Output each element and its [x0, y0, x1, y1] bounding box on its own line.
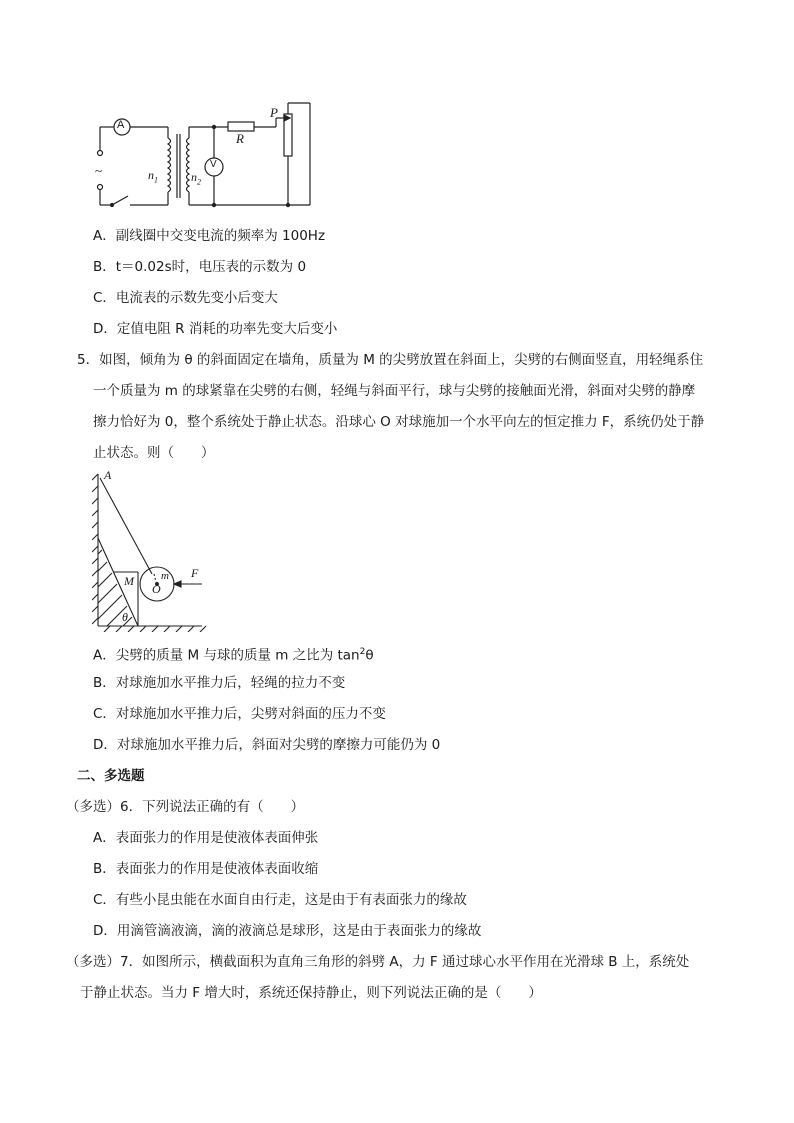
slider-label: P: [270, 105, 278, 120]
q5-stem-line-3: 擦力恰好为 0，整个系统处于静止状态。沿球心 O 对球施加一个水平向左的恒定推力 F，系统仍处于静: [93, 414, 705, 430]
q5-stem-line-4: 止状态。则（ ）: [93, 445, 215, 461]
q4-option-b: B．t＝0.02s时，电压表的示数为 0: [93, 259, 307, 275]
q5-option-c: C．对球施加水平推力后，尖劈对斜面的压力不变: [93, 706, 386, 722]
q7-stem-line-2: 于静止状态。当力 F 增大时，系统还保持静止，则下列说法正确的是（ ）: [80, 985, 542, 1001]
q6-option-d: D．用滴管滴液滴，滴的液滴总是球形，这是由于表面张力的缘故: [93, 923, 482, 939]
force-f-label: F: [191, 566, 199, 580]
switch-blade: [112, 196, 128, 205]
ammeter-label: A: [117, 119, 125, 131]
resistor-symbol: [228, 122, 254, 131]
section-title: 二、多选题: [77, 768, 145, 784]
resistor-label: R: [236, 131, 244, 146]
q5-option-a: A．尖劈的质量 M 与球的质量 m 之比为 $\tan^2\theta$: [93, 647, 374, 664]
q6-option-a: A．表面张力的作用是使液体表面伸张: [93, 830, 319, 846]
mass-m-wedge-label: M: [124, 574, 134, 588]
n1-label: $n_1$: [148, 168, 158, 185]
mass-m-ball-label: m: [161, 570, 169, 582]
center-o-label: O: [152, 582, 161, 596]
q5-stem-line-2: 一个质量为 m 的球紧靠在尖劈的右侧，轻绳与斜面平行，球与尖劈的接触面光滑，斜面对尖劈的静摩: [93, 383, 696, 399]
q5-stem-line-1: 5．如图，倾角为 θ 的斜面固定在墙角，质量为 M 的尖劈放置在斜面上，尖劈的右侧面竖直，用轻绳系住: [77, 352, 704, 368]
q6-stem: （多选）6．下列说法正确的有（ ）: [66, 799, 305, 815]
q6-option-c: C．有些小昆虫能在水面自由行走，这是由于有表面张力的缘故: [93, 892, 467, 908]
circuit-diagram: [88, 100, 318, 215]
voltmeter-label: V: [210, 159, 217, 170]
point-a-label: A: [104, 468, 112, 482]
q5-option-b: B．对球施加水平推力后，轻绳的拉力不变: [93, 675, 346, 691]
q4-option-a: A．副线圈中交变电流的频率为 100Hz: [93, 228, 326, 244]
q4-option-c: C．电流表的示数先变小后变大: [93, 290, 278, 306]
q4-option-d: D．定值电阻 R 消耗的功率先变大后变小: [93, 321, 338, 337]
angle-theta-label: θ: [122, 610, 128, 624]
ac-symbol: ~: [95, 163, 103, 178]
n2-label: $n_2$: [191, 170, 201, 187]
q5-option-d: D．对球施加水平推力后，斜面对尖劈的摩擦力可能仍为 0: [93, 737, 441, 753]
q6-option-b: B．表面张力的作用是使液体表面收缩: [93, 861, 319, 877]
incline-diagram: [92, 470, 212, 632]
q7-stem-line-1: （多选）7．如图所示，横截面积为直角三角形的斜劈 A，力 F 通过球心水平作用在光滑球 B 上，系统处: [66, 954, 690, 970]
